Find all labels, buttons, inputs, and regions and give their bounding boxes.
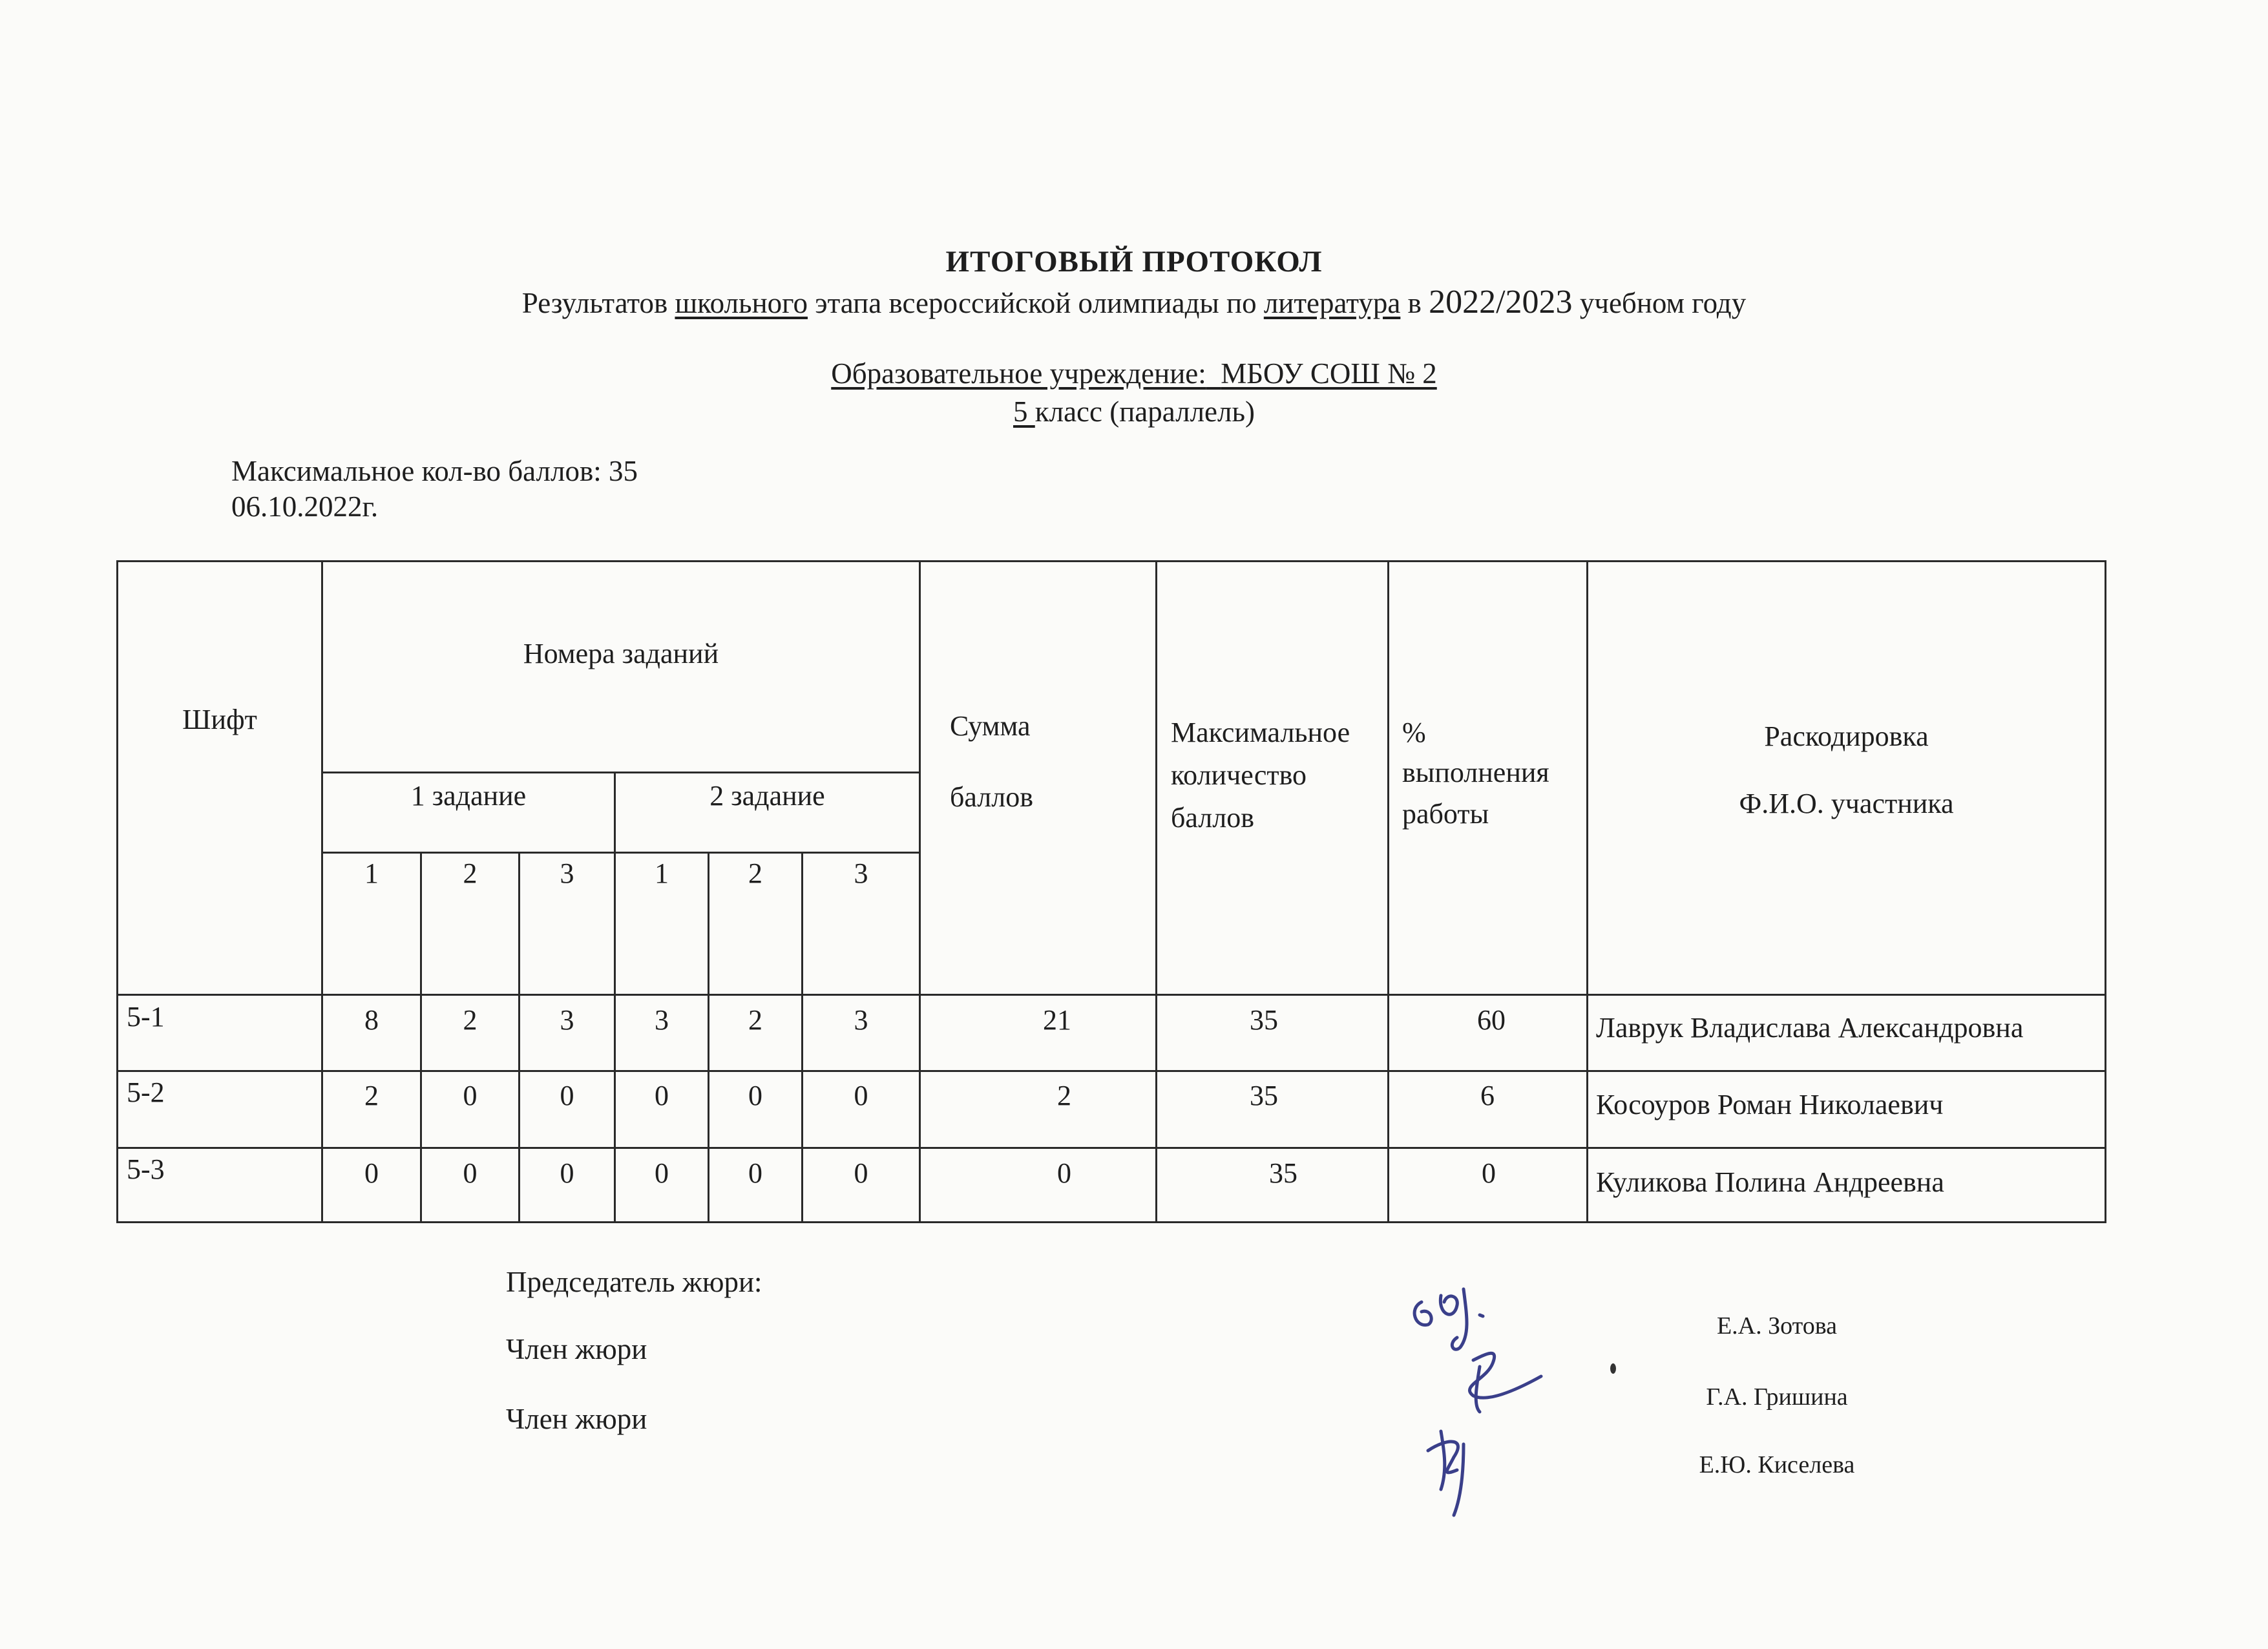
header-pct-line3: работы (1402, 798, 1489, 830)
olympiad-stage: школьного (675, 287, 808, 319)
chair-label: Председатель жюри: (506, 1266, 762, 1298)
score-cell: 8 (364, 1004, 379, 1036)
header-max-line3: баллов (1171, 802, 1254, 834)
header-pct-line2: выполнения (1402, 757, 1549, 788)
institution-value: МБОУ СОШ № 2 (1221, 357, 1437, 390)
institution-line (0, 357, 2268, 390)
score-cell: 3 (854, 1004, 868, 1036)
cipher-cell: 5-2 (127, 1077, 165, 1108)
header-decode-line2: Ф.И.О. участника (1739, 788, 1954, 819)
ink-dot (1610, 1363, 1616, 1374)
header-task-numbers: Номера заданий (523, 638, 719, 669)
sum-cell: 21 (1043, 1004, 1071, 1036)
score-cell: 0 (854, 1157, 868, 1189)
sum-cell: 0 (1057, 1157, 1071, 1189)
header-subtask: 1 (655, 857, 669, 889)
max-cell: 35 (1250, 1080, 1278, 1111)
document-title: ИТОГОВЫЙ ПРОТОКОЛ (945, 245, 1323, 278)
header-task-group-1: 1 задание (410, 780, 527, 812)
max-cell: 35 (1250, 1004, 1278, 1036)
score-cell: 0 (560, 1080, 574, 1111)
header-task-group-2: 2 задание (709, 780, 825, 812)
score-cell: 0 (655, 1157, 669, 1189)
document-subtitle (0, 283, 2268, 321)
header-subtask: 3 (560, 857, 574, 889)
member2-label: Член жюри (506, 1403, 647, 1435)
header-decode-line1: Раскодировка (1764, 720, 1929, 752)
grade-text: класс (параллель) (1034, 395, 1255, 428)
olympiad-subject: литература (1263, 287, 1401, 319)
member1-name: Г.А. Гришина (1706, 1383, 1848, 1411)
sum-cell: 2 (1057, 1080, 1071, 1111)
max-score-info: Максимальное кол-во баллов: 35 (231, 455, 638, 487)
score-cell: 2 (748, 1004, 762, 1036)
score-cell: 0 (655, 1080, 669, 1111)
header-subtask: 3 (854, 857, 868, 889)
member2-name: Е.Ю. Киселева (1699, 1451, 1855, 1478)
grade-line (0, 395, 2268, 428)
academic-year: 2022/2023 (1429, 284, 1573, 320)
header-sum-line2: баллов (950, 781, 1033, 813)
score-cell: 0 (463, 1157, 478, 1189)
score-cell: 0 (560, 1157, 574, 1189)
score-cell: 0 (748, 1157, 762, 1189)
header-cipher: Шифт (182, 704, 257, 735)
max-cell: 35 (1269, 1157, 1297, 1189)
participant-name: Лаврук Владислава Александровна (1596, 1012, 2024, 1044)
subtitle-part3: в (1400, 287, 1429, 319)
subtitle-part2: этапа всероссийской олимпиады по (808, 287, 1264, 319)
participant-name: Косоуров Роман Николаевич (1596, 1089, 1944, 1120)
score-cell: 0 (463, 1080, 478, 1111)
score-cell: 0 (364, 1157, 379, 1189)
subtitle-part1: Результатов (521, 287, 675, 319)
header-pct-line1: % (1402, 717, 1426, 748)
score-cell: 0 (748, 1080, 762, 1111)
header-max-line1: Максимальное (1171, 717, 1350, 748)
score-cell: 2 (463, 1004, 478, 1036)
pct-cell: 0 (1482, 1157, 1496, 1189)
subtitle-part4: учебном году (1572, 287, 1747, 319)
score-cell: 3 (560, 1004, 574, 1036)
institution-label: Образовательное учреждение: (831, 357, 1206, 390)
pct-cell: 6 (1480, 1080, 1495, 1111)
score-cell: 3 (655, 1004, 669, 1036)
pct-cell: 60 (1477, 1004, 1506, 1036)
member1-label: Член жюри (506, 1333, 647, 1365)
participant-name: Куликова Полина Андреевна (1596, 1166, 1944, 1198)
header-subtask: 1 (364, 857, 379, 889)
cipher-cell: 5-3 (127, 1153, 165, 1185)
header-sum-line1: Сумма (950, 710, 1031, 742)
chair-name: Е.А. Зотова (1716, 1312, 1838, 1339)
cipher-cell: 5-1 (127, 1001, 165, 1033)
protocol-date: 06.10.2022г. (231, 490, 379, 523)
grade-number: 5 (1013, 395, 1035, 428)
score-cell: 0 (854, 1080, 868, 1111)
handwritten-signatures (1402, 1276, 1570, 1535)
header-subtask: 2 (463, 857, 478, 889)
header-subtask: 2 (748, 857, 762, 889)
header-max-line2: количество (1171, 759, 1307, 791)
score-cell: 2 (364, 1080, 379, 1111)
